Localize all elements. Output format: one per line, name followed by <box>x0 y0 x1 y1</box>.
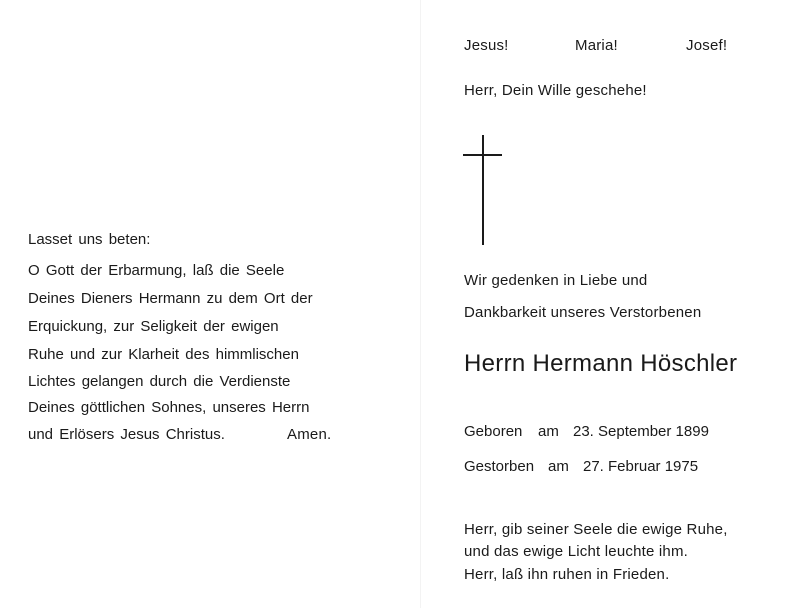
prayer-line-1: O Gott der Erbarmung, laß die Seele <box>28 262 285 279</box>
born-am: am <box>538 423 559 440</box>
invocation-jesus: Jesus! <box>464 37 509 54</box>
deceased-name: Herrn Hermann Höschler <box>464 350 738 377</box>
prayer-line-5: Lichtes gelangen durch die Verdienste <box>28 373 291 390</box>
will-line: Herr, Dein Wille geschehe! <box>464 82 647 99</box>
born-date: 23. September 1899 <box>573 423 709 440</box>
died-date: 27. Februar 1975 <box>583 458 699 475</box>
cross-vertical <box>482 135 484 245</box>
born-label: Geboren <box>464 423 523 440</box>
prayer-line-7: und Erlösers Jesus Christus. <box>28 426 225 443</box>
closing-line-3: Herr, laß ihn ruhen in Frieden. <box>464 566 670 583</box>
died-am: am <box>548 458 569 475</box>
died-label: Gestorben <box>464 458 535 475</box>
prayer-line-6: Deines göttlichen Sohnes, unseres Herrn <box>28 399 310 416</box>
cross-horizontal <box>463 154 502 156</box>
memorial-line-2: Dankbarkeit unseres Verstorbenen <box>464 304 702 321</box>
prayer-amen: Amen. <box>287 426 332 443</box>
prayer-heading: Lasset uns beten: <box>28 231 151 248</box>
prayer-line-4: Ruhe und zur Klarheit des himmlischen <box>28 346 299 363</box>
invocation-josef: Josef! <box>686 37 728 54</box>
closing-line-1: Herr, gib seiner Seele die ewige Ruhe, <box>464 521 728 538</box>
born-row <box>464 423 709 440</box>
invocation-maria: Maria! <box>575 37 618 54</box>
fold-line <box>420 0 421 608</box>
closing-line-2: und das ewige Licht leuchte ihm. <box>464 543 689 560</box>
died-row <box>464 458 698 475</box>
prayer-line-2: Deines Dieners Hermann zu dem Ort der <box>28 290 313 307</box>
prayer-line-3: Erquickung, zur Seligkeit der ewigen <box>28 318 279 335</box>
memorial-line-1: Wir gedenken in Liebe und <box>464 272 648 289</box>
